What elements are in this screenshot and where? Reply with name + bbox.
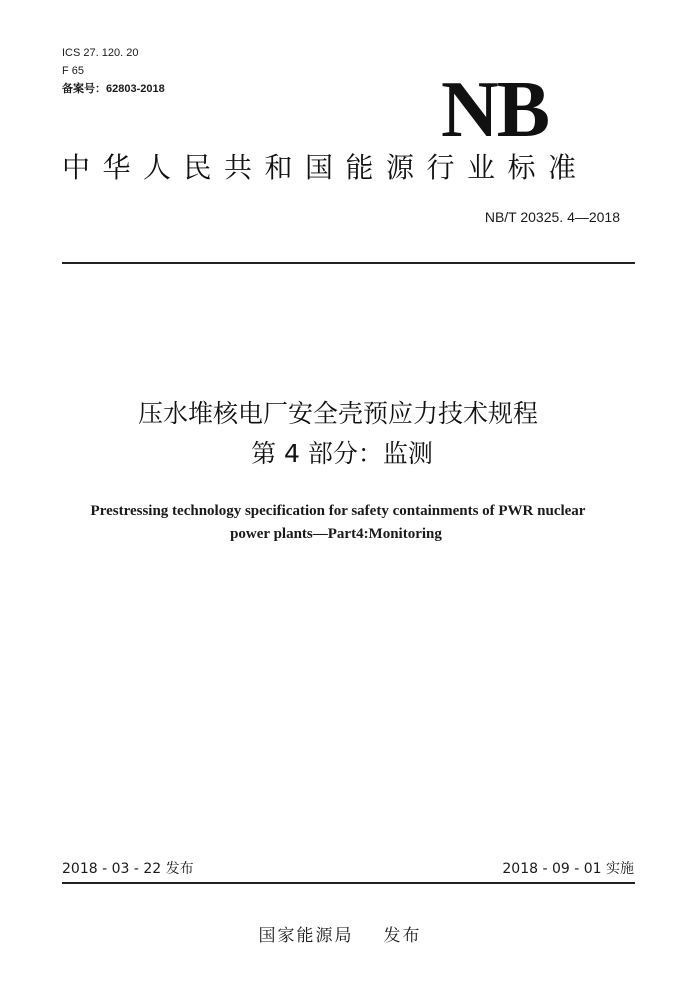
issuer-name: 国家能源局 [258, 926, 354, 946]
footer-divider [62, 882, 635, 884]
title-english-line-2: power plants—Part4:Monitoring [230, 526, 442, 542]
standard-number: NB/T 20325. 4—2018 [484, 209, 620, 225]
header-divider [62, 262, 635, 264]
ics-code: ICS 27. 120. 20 [62, 47, 139, 59]
issuer-action: 发布 [383, 926, 422, 946]
document-metadata [62, 44, 165, 98]
title-chinese-line-2: 第 4 部分：监测 [251, 439, 433, 468]
title-chinese-line-1: 压水堆核电厂安全壳预应力技术规程 [137, 399, 538, 428]
issue-date: 2018 - 03 - 22 发布 [62, 861, 194, 877]
nb-logo: NB [441, 66, 549, 154]
filing-number: 备案号：62803-2018 [62, 83, 165, 95]
title-english-line-1: Prestressing technology specification for safety containments of PWR nuclear [90, 503, 586, 519]
ccs-code: F 65 [62, 65, 85, 77]
implementation-date: 2018 - 09 - 01 实施 [502, 861, 634, 877]
standard-category: 中华人民共和国能源行业标准 [62, 151, 589, 184]
issuer-line [0, 925, 700, 947]
